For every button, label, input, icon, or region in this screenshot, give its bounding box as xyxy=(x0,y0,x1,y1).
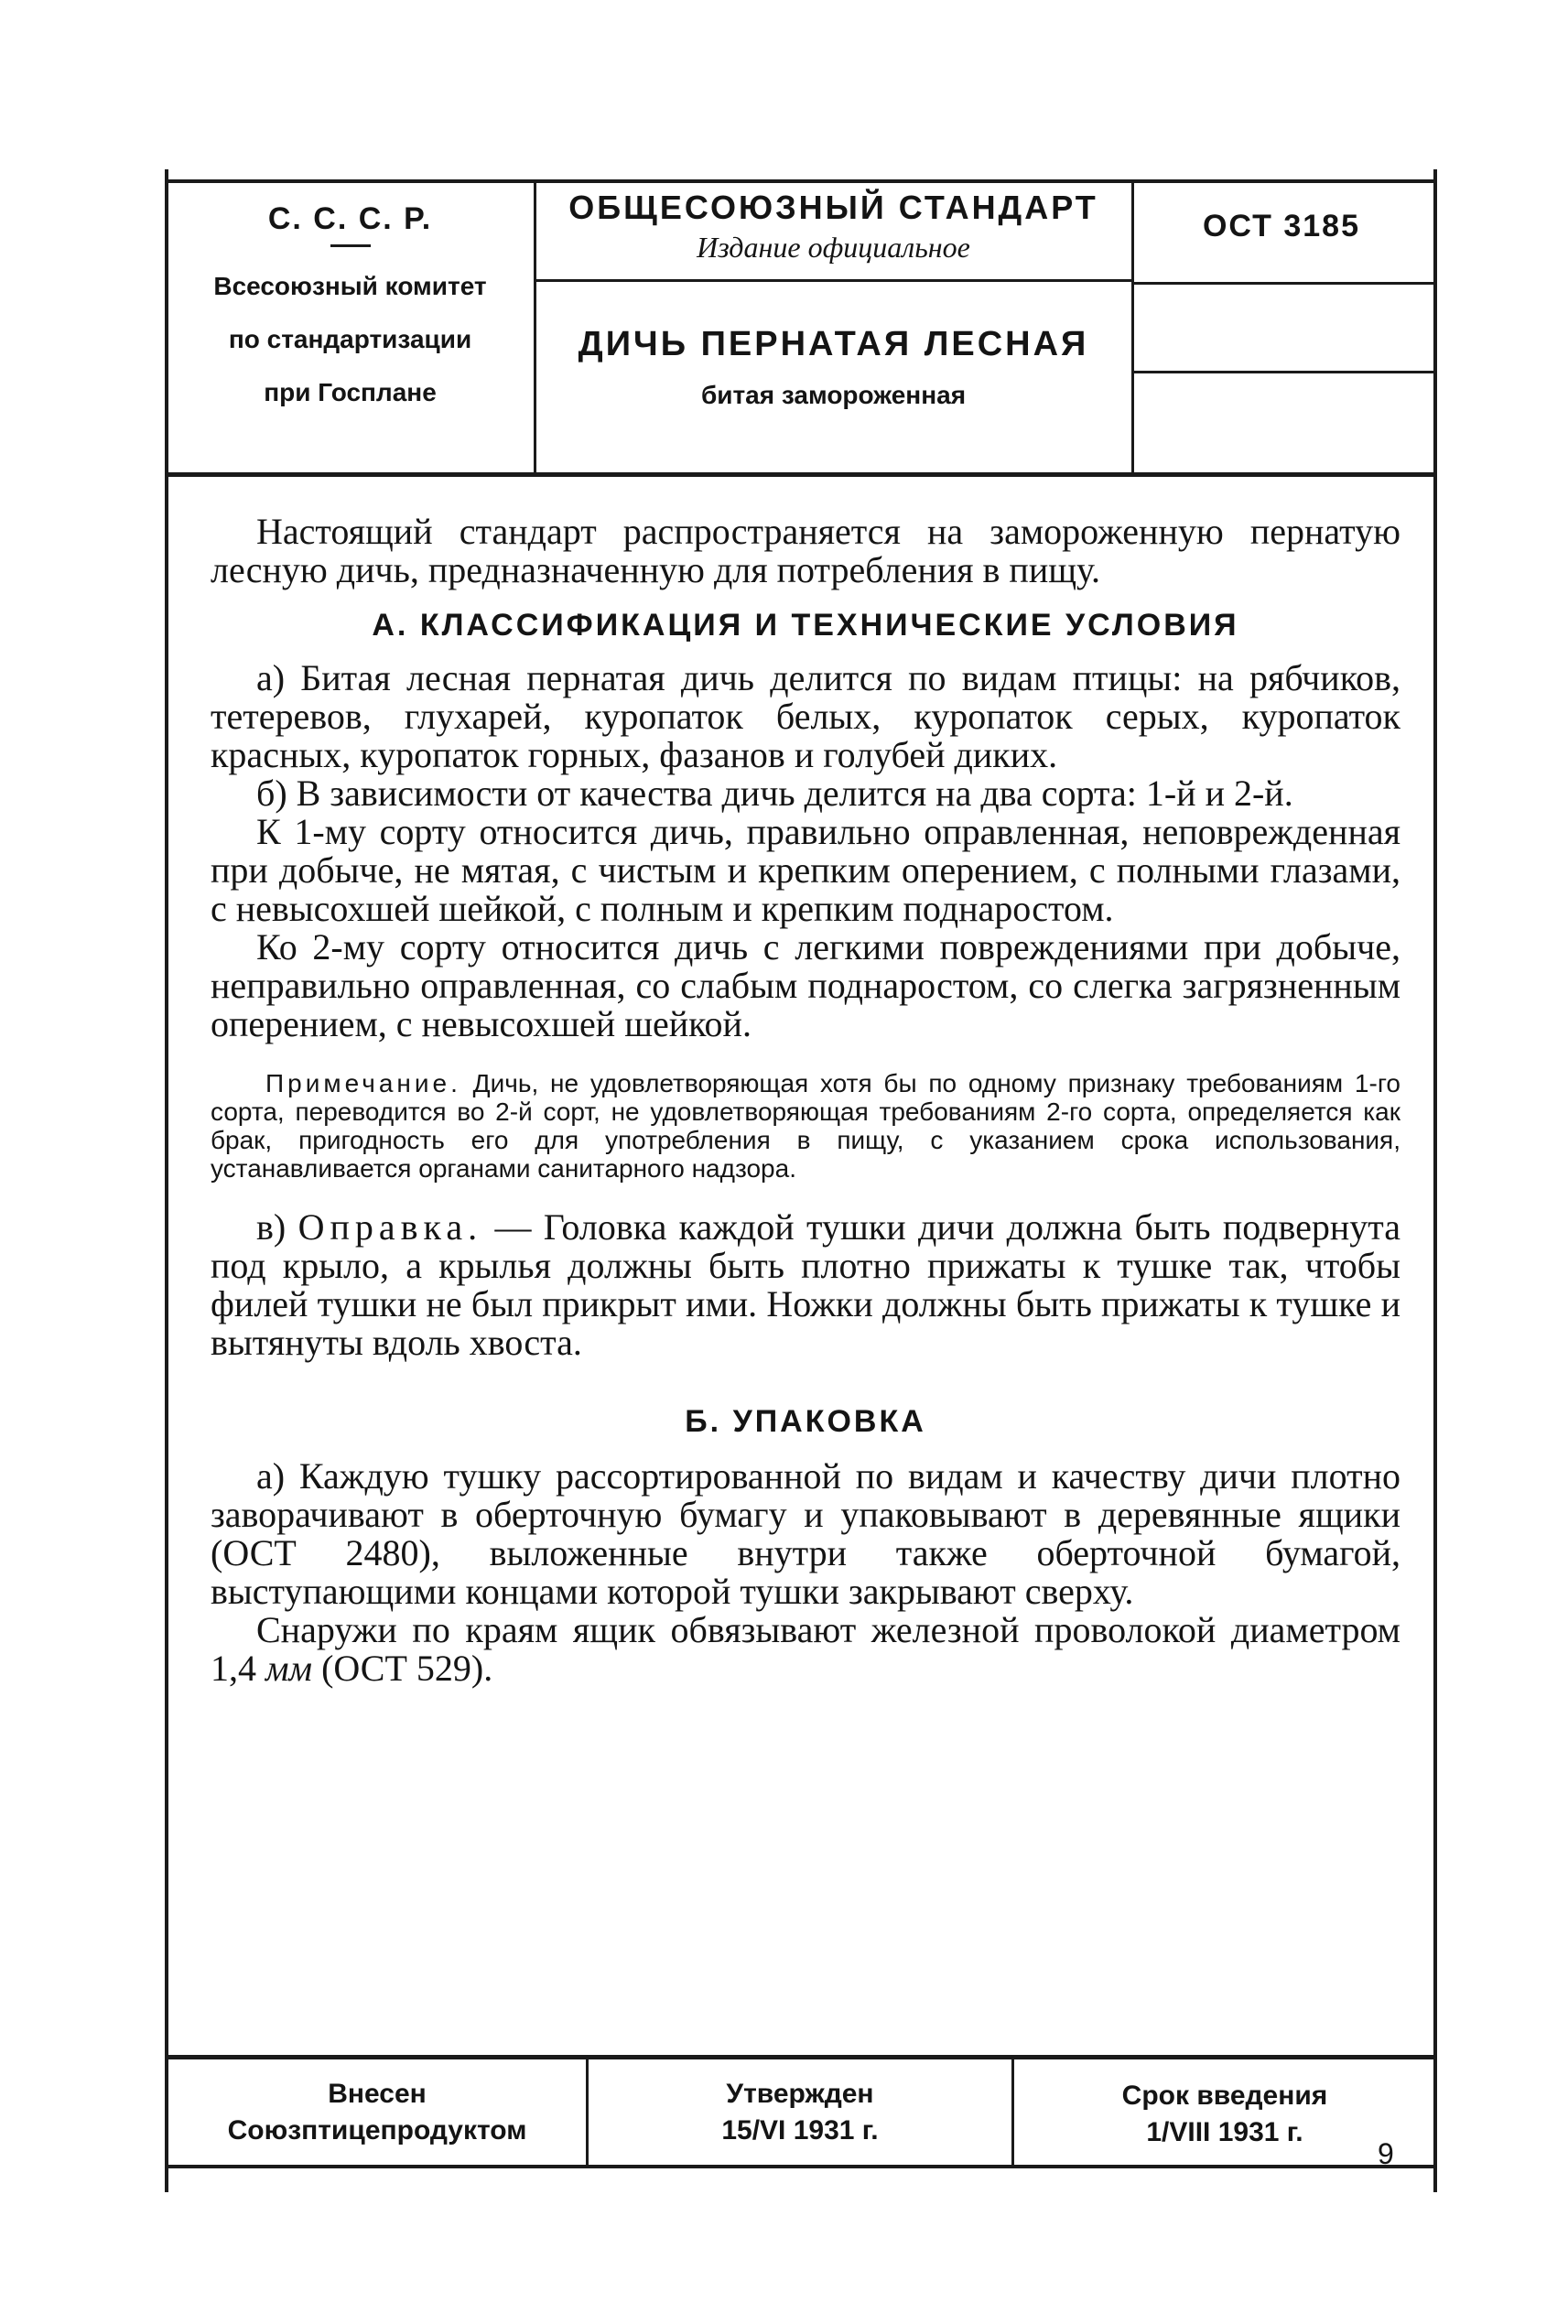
packaging-text-end: (ОСТ 529). xyxy=(321,1648,493,1689)
packaging-paragraph-a: а) Каждую тушку рассортированной по видам и качеству дичи плотно заворачивают в оберточную бумагу и упаковывают в деревянные ящики (ОСТ 2480), выложенные внутри также оберточной бумагой, выступающими концами которой тушки закрывают сверху. xyxy=(211,1455,1400,1612)
section-a-heading: А. КЛАССИФИКАЦИЯ И ТЕХНИЧЕСКИЕ УСЛОВИЯ xyxy=(372,608,1239,643)
header-right-hrule-2 xyxy=(1134,371,1433,373)
footer-approved-date: 15/VI 1931 г. xyxy=(721,2115,879,2146)
document-body xyxy=(211,513,1400,1688)
footer-effective-date: 1/VIII 1931 г. xyxy=(1146,2117,1303,2147)
section-b-heading: Б. УПАКОВКА xyxy=(685,1404,926,1439)
unit-mm: мм xyxy=(265,1648,313,1689)
paragraph-v-prefix: в) xyxy=(256,1206,287,1248)
packaging-paragraph-2 xyxy=(211,1611,1400,1688)
footer-effective xyxy=(1014,2078,1435,2151)
product-name: ДИЧЬ ПЕРНАТАЯ ЛЕСНАЯ xyxy=(578,325,1089,363)
footer-submitted-label: Внесен xyxy=(328,2079,427,2109)
paragraph-b: б) В зависимости от качества дичь делится на два сорта: 1-й и 2-й. xyxy=(256,773,1293,814)
footer-submitted xyxy=(168,2076,586,2149)
header-right-hrule-1 xyxy=(1134,282,1433,285)
footer-top-rule xyxy=(165,2055,1437,2059)
product-subname: битая замороженная xyxy=(700,381,967,409)
intro-paragraph: Настоящий стандарт распространяется на замороженную пернатую лесную дичь, предназначенную для потребления в пищу. xyxy=(211,511,1400,590)
paragraph-v-label: Оправка. xyxy=(297,1206,483,1248)
footer-approved xyxy=(589,2076,1011,2149)
note-label: Примечание. xyxy=(265,1069,461,1097)
header-committee-3: при Госплане xyxy=(264,378,437,406)
header-committee-2: по стандартизации xyxy=(228,325,472,353)
footer-approved-label: Утвержден xyxy=(726,2079,874,2109)
paragraph-grade-2: Ко 2-му сорту относится дичь с легкими повреждениями при добыче, неправильно оправленная, со слабым поднаростом, со слегка загрязненным оперением, с невысохшей шейкой. xyxy=(211,926,1400,1044)
header-committee: Всесоюзный комитет xyxy=(213,272,487,300)
footer-submitted-org: Союзптицепродуктом xyxy=(227,2115,527,2146)
header-standard-title xyxy=(538,189,1129,265)
header-dash xyxy=(330,244,371,247)
paragraph-a: а) Битая лесная пернатая дичь делится по видам птицы: на рябчиков, тетеревов, глухарей, куропаток белых, куропаток серых, куропаток красных, куропаток горных, фазанов и голубей диких. xyxy=(211,657,1400,775)
paragraph-grade-1: К 1-му сорту относится дичь, правильно оправленная, неповрежденная при добыче, не мятая, с чистым и крепким оперением, с полными глазами, с невысохшей шейкой, с полным и крепким поднаростом. xyxy=(211,811,1400,929)
footer-bottom-rule xyxy=(165,2165,1437,2168)
header-bottom-rule xyxy=(165,472,1437,477)
footer-effective-label: Срок введения xyxy=(1121,2081,1328,2111)
page-number: 9 xyxy=(1378,2137,1394,2170)
header-product xyxy=(538,325,1129,410)
standard-title: ОБЩЕСОЮЗНЫЙ СТАНДАРТ xyxy=(568,189,1098,226)
paragraph-v xyxy=(211,1208,1400,1362)
note-text: Дичь, не удовлетворяющая хотя бы по одному признаку требованиям 1-го сорта, переводится во 2-й сорт, не удовлетворяющая требованиям 2-го сорта, определяется как брак, пригодность его для употребления в пищу, с указанием срока использования, устанавливается органами санитарного надзора. xyxy=(211,1069,1401,1183)
header-top-rule xyxy=(165,179,1437,183)
header-mid-hrule xyxy=(536,279,1131,282)
header-authority xyxy=(165,201,535,419)
note-paragraph xyxy=(211,1069,1400,1183)
header-divider-2 xyxy=(1131,181,1134,474)
packaging-text: Снаружи по краям ящик обвязывают железной проволокой диаметром 1,4 xyxy=(211,1609,1400,1689)
standard-code: ОСТ 3185 xyxy=(1202,209,1360,243)
standard-subtitle: Издание официальное xyxy=(697,231,970,264)
header-ussr: С. С. С. Р. xyxy=(267,201,433,236)
paragraph-v-text: — Головка каждой тушки дичи должна быть подвернута под крыло, а крылья должны быть плотно прижаты к тушке так, чтобы филей тушки не был прикрыт ими. Ножки должны быть прижаты к тушке и вытянуты вдоль хвоста. xyxy=(211,1206,1400,1363)
